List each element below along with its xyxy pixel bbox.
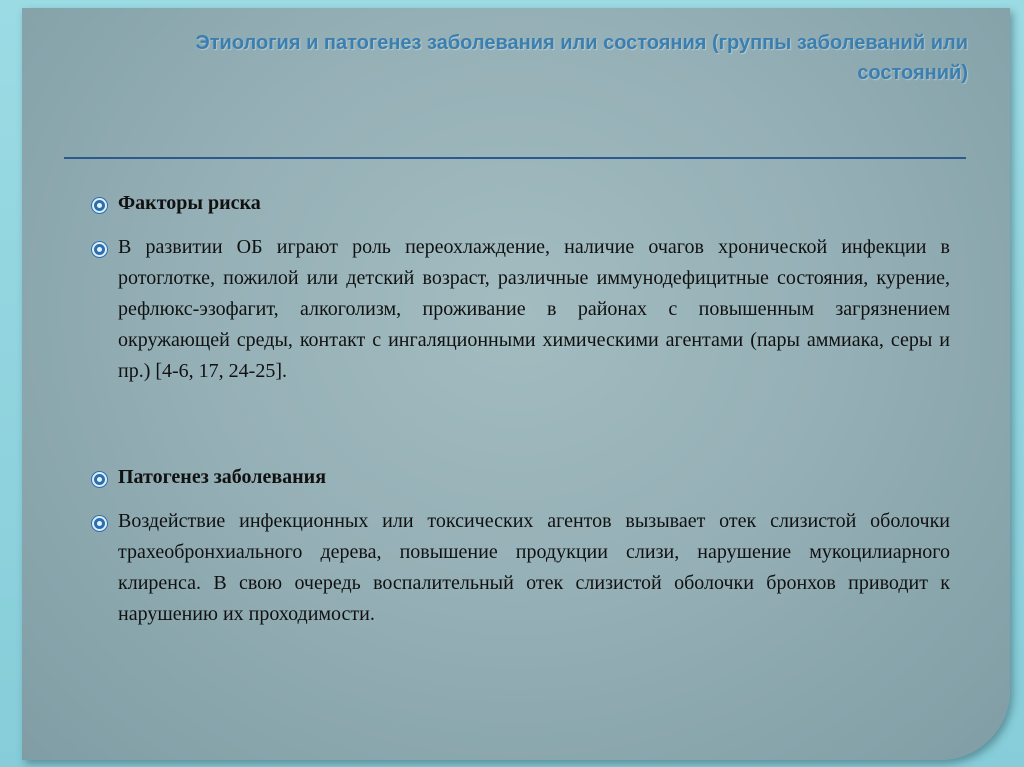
slide: [22, 8, 1010, 760]
radio-bullet-icon: [92, 242, 107, 257]
heading-pathogenesis: Патогенез заболевания: [118, 466, 327, 488]
bullet-item-pathogenesis-text: [118, 506, 950, 630]
heading-risk-factors: Факторы риска: [118, 192, 261, 214]
radio-bullet-icon: [92, 472, 107, 487]
bullet-item-risk-factors: [118, 188, 950, 218]
bullet-item-risk-text: [118, 232, 950, 387]
slide-title: Этиология и патогенез заболевания или состояния (группы заболеваний или состояний): [195, 32, 968, 84]
bullet-item-pathogenesis: [118, 462, 950, 492]
paragraph-risk-factors: В развитии ОБ играют роль переохлаждение, наличие очагов хронической инфекции в ротоглотке, пожилой или детский возраст, различные иммунодефицитные состояния, курение, рефлюкс-эзофагит, алкоголизм, проживание в районах с повышенным загрязнением окружающей среды, контакт с ингаляционными химическими агентами (пары аммиака, серы и пр.) [4-6, 17, 24-25].: [118, 236, 950, 382]
radio-bullet-icon: [92, 198, 107, 213]
radio-bullet-icon: [92, 516, 107, 531]
title-divider: [64, 157, 966, 159]
paragraph-pathogenesis: Воздействие инфекционных или токсических агентов вызывает отек слизистой оболочки трахеобронхиального дерева, повышение продукции слизи, нарушение мукоцилиарного клиренса. В свою очередь воспалительный отек слизистой оболочки бронхов приводит к нарушению их проходимости.: [118, 510, 950, 625]
